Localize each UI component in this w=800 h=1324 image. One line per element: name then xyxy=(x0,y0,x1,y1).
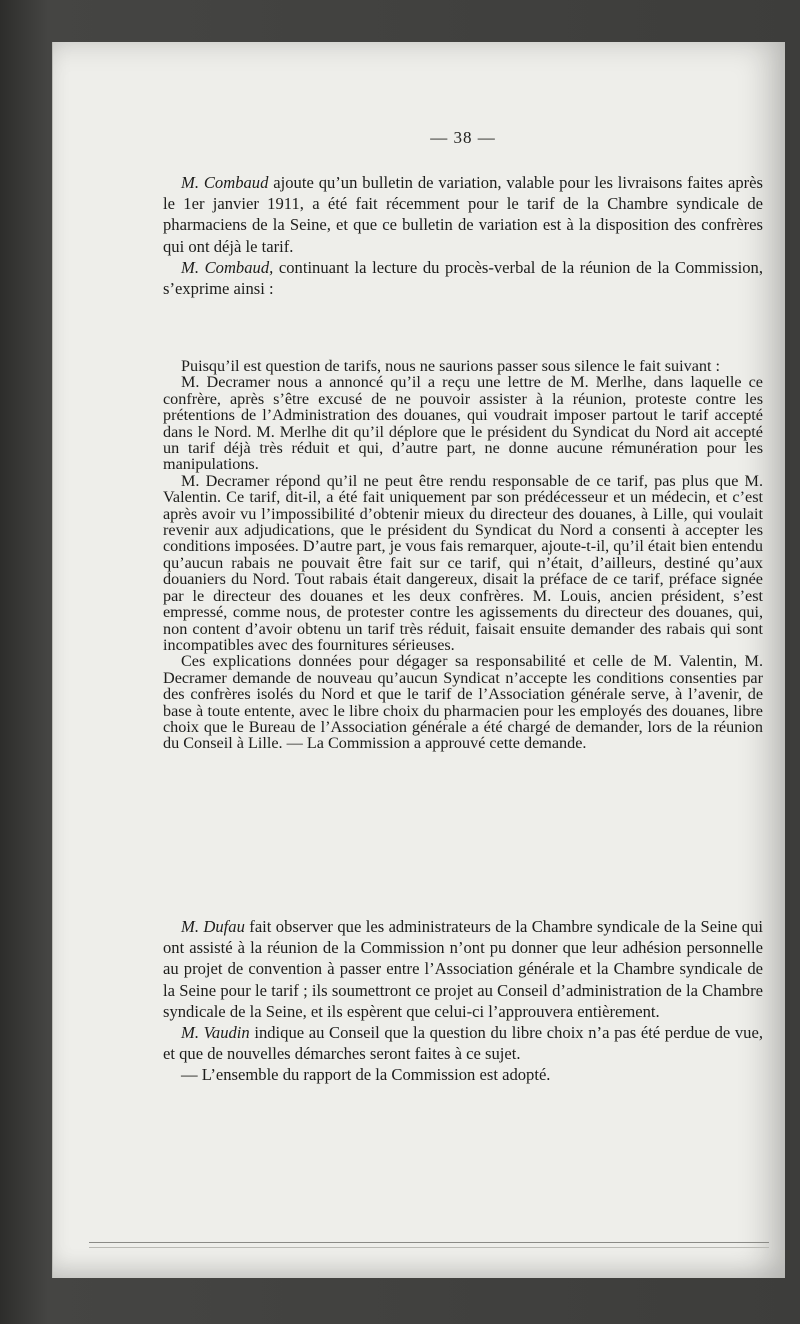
speaker-name: M. Combaud xyxy=(181,173,269,192)
report-intro-section xyxy=(163,172,763,299)
paragraph-adoption: — L’ensemble du rapport de la Commission est adopté. xyxy=(181,1065,551,1085)
paragraph-merlhe-letter: M. Decramer nous a annoncé qu’il a reçu une lettre de M. Merlhe, dans laquelle ce confrère, après s’être excusé de ne pouvoir assister à la réunion, proteste contre les prétentions de l’Administration des douanes, qui voudrait imposer partout le tarif accepté dans le Nord. M. Merlhe dit qu’il déplore que le président du Syndicat du Nord ait accepté un tarif déjà très réduit et qui, d’autre part, ne donne aucune rémunération pour les manipulations. xyxy=(163,373,763,474)
paragraph-dufau xyxy=(163,916,763,1022)
paragraph-text: indique au Conseil que la question du libre choix n’a pas été perdue de vue, et que de nouvelles démarches seront faites à ce sujet. xyxy=(163,1023,763,1064)
paragraph-text: continuant la lecture du procès-verbal de la réunion de la Commission, s’exprime ainsi : xyxy=(163,257,763,299)
paragraph-vaudin xyxy=(163,1022,763,1064)
bottom-rule-secondary xyxy=(89,1247,769,1248)
paragraph-combaud-reading xyxy=(163,257,763,299)
council-discussion-section xyxy=(163,916,763,1086)
paragraph-decramer-request: Ces explications données pour dégager sa responsabilité et celle de M. Valentin, M. Decramer demande de nouveau qu’aucun Syndicat n’accepte les conditions consenties par des confrères isolés du Nord et que le tarif de l’Association générale serve, à l’avenir, de base à toute entente, avec le libre choix du pharmacien pour les employés des douanes, libre choix que le Bureau de l’Association générale a été chargé de demander, lors de la réunion du Conseil à Lille. — La Commission a approuvé cette demande. xyxy=(163,652,763,753)
paragraph-tariff-question: Puisqu’il est question de tarifs, nous ne saurions passer sous silence le fait suivant : xyxy=(181,357,721,375)
speaker-name: M. Combaud, xyxy=(181,257,274,277)
paragraph-text: fait observer que les administrateurs de la Chambre syndicale de la Seine qui ont assisté à la réunion de la Commission n’ont pu donner que leur adhésion personnelle au projet de convention à passer entre l’Association générale et la Chambre syndicale de la Seine pour le tarif ; ils soumettront ce projet au Conseil d’administration de la Chambre syndicale de la Seine, et ils espèrent que celui-ci l’approuvera entièrement. xyxy=(163,917,763,1021)
document-page xyxy=(52,42,785,1278)
page-number: — 38 — xyxy=(430,128,496,147)
paragraph-text: ajoute qu’un bulletin de variation, valable pour les livraisons faites après le 1er janvier 1911, a été fait récemment pour le tarif de la Chambre syndicale de pharmaciens de la Seine, et que ce bulletin de variation est à la disposition des confrères qui ont déjà le tarif. xyxy=(163,173,764,256)
speaker-name: M. Vaudin xyxy=(181,1023,250,1043)
paragraph-combaud-bulletin xyxy=(163,172,763,257)
minutes-quotation-section xyxy=(163,358,763,752)
speaker-name: M. Dufau xyxy=(181,917,245,936)
bottom-rule xyxy=(89,1242,769,1243)
paragraph-decramer-reply: M. Decramer répond qu’il ne peut être rendu responsable de ce tarif, pas plus que M. Valentin. Ce tarif, dit-il, a été fait uniquement par son prédécesseur et un médecin, et c’est après avoir vu l’impossibilité d’obtenir mieux du directeur des douanes, à Lille, qui voulait revenir aux adjudications, que le président du Syndicat du Nord a consenti à accepter les conditions imposées. D’autre part, je vous fais remarquer, ajoute-t-il, qu’il était bien entendu qu’aucun rabais ne pouvait être fait sur ce tarif, qui n’était, d’ailleurs, destiné qu’aux douaniers du Nord. Tout rabais était dangereux, disait la préface de ce tarif, préface signée par le directeur des douanes et les deux confrères. M. Louis, ancien président, s’est empressé, comme nous, de protester contre les agissements du directeur des douanes, qui, non content d’avoir obtenu un tarif très réduit, faisait ensuite demander des rabais qui sont incompatibles avec des fournitures sérieuses. xyxy=(163,471,763,654)
